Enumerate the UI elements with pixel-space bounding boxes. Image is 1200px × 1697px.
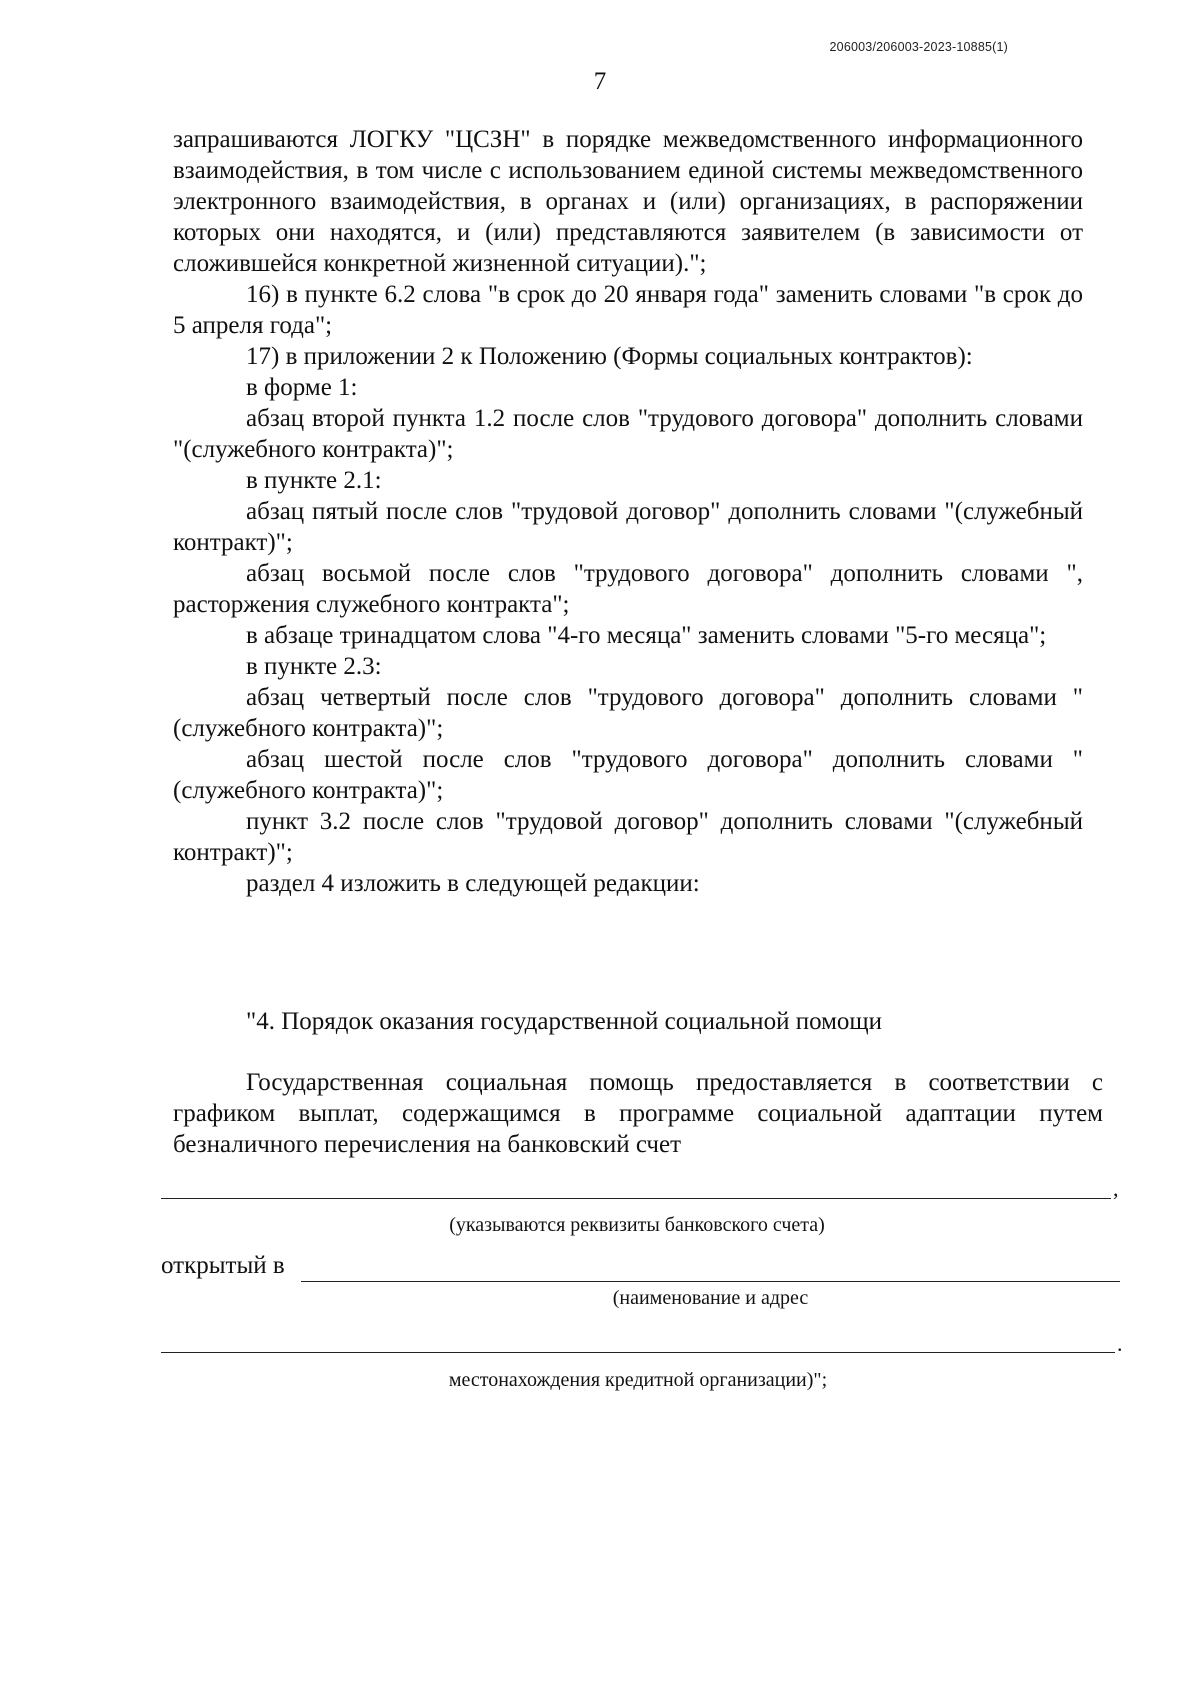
document-id: 206003/206003-2023-10885(1) xyxy=(829,40,1008,54)
paragraph: в абзаце тринадцатом слова "4-го месяца" заменить словами "5-го месяца"; xyxy=(246,622,1047,649)
bank-account-line xyxy=(161,1198,1111,1199)
paragraph: абзац пятый после слов "трудовой договор" дополнить словами "(служебный контракт)"; xyxy=(173,498,1083,556)
section-paragraph: Государственная социальная помощь предоставляется в соответствии с графиком выплат, содержащимся в программе социальной адаптации путем безналичного перечисления на банковский счет xyxy=(173,1069,1103,1158)
paragraph: в форме 1: xyxy=(246,374,358,401)
line-period: . xyxy=(1117,1331,1123,1356)
page-number: 7 xyxy=(593,68,607,95)
paragraph: раздел 4 изложить в следующей редакции: xyxy=(246,870,700,897)
paragraph: пункт 3.2 после слов "трудовой договор" дополнить словами "(служебный контракт)"; xyxy=(173,808,1083,866)
caption-bank-details: (указываются реквизиты банковского счета) xyxy=(449,1214,825,1236)
paragraph: абзац четвертый после слов "трудового договора" дополнить словами "(служебного контракта)"; xyxy=(173,684,1083,742)
paragraph: в пункте 2.1: xyxy=(246,467,382,494)
paragraph: запрашиваются ЛОГКУ "ЦСЗН" в порядке межведомственного информационного взаимодействия, в том числе с использованием единой системы межведомственного электронного взаимодействия, в органах и (или) организациях, в распоряжении которых они находятся, и (или) представляются заявителем (в зависимости от сложившейся конкретной жизненной ситуации)."; xyxy=(173,126,1083,277)
line-comma: , xyxy=(1113,1176,1119,1201)
paragraph: абзац второй пункта 1.2 после слов "трудового договора" дополнить словами "(служебного контракта)"; xyxy=(173,405,1083,463)
paragraph: абзац восьмой после слов "трудового договора" дополнить словами ", расторжения служебного контракта"; xyxy=(173,560,1083,618)
paragraph: 16) в пункте 6.2 слова "в срок до 20 января года" заменить словами "в срок до 5 апреля года"; xyxy=(173,281,1083,339)
opened-in-line xyxy=(301,1281,1120,1282)
paragraph: в пункте 2.3: xyxy=(246,653,382,680)
section-title: "4. Порядок оказания государственной социальной помощи xyxy=(246,1008,883,1035)
location-line xyxy=(161,1352,1115,1353)
document-body xyxy=(173,124,1083,899)
opened-in-label: открытый в xyxy=(161,1252,285,1279)
paragraph: 17) в приложении 2 к Положению (Формы социальных контрактов): xyxy=(246,343,973,370)
section-4 xyxy=(173,1006,1103,1160)
paragraph: абзац шестой после слов "трудового договора" дополнить словами "(служебного контракта)"; xyxy=(173,746,1083,804)
caption-name-address: (наименование и адрес xyxy=(612,1287,809,1309)
caption-location: местонахождения кредитной организации)"; xyxy=(448,1369,828,1391)
